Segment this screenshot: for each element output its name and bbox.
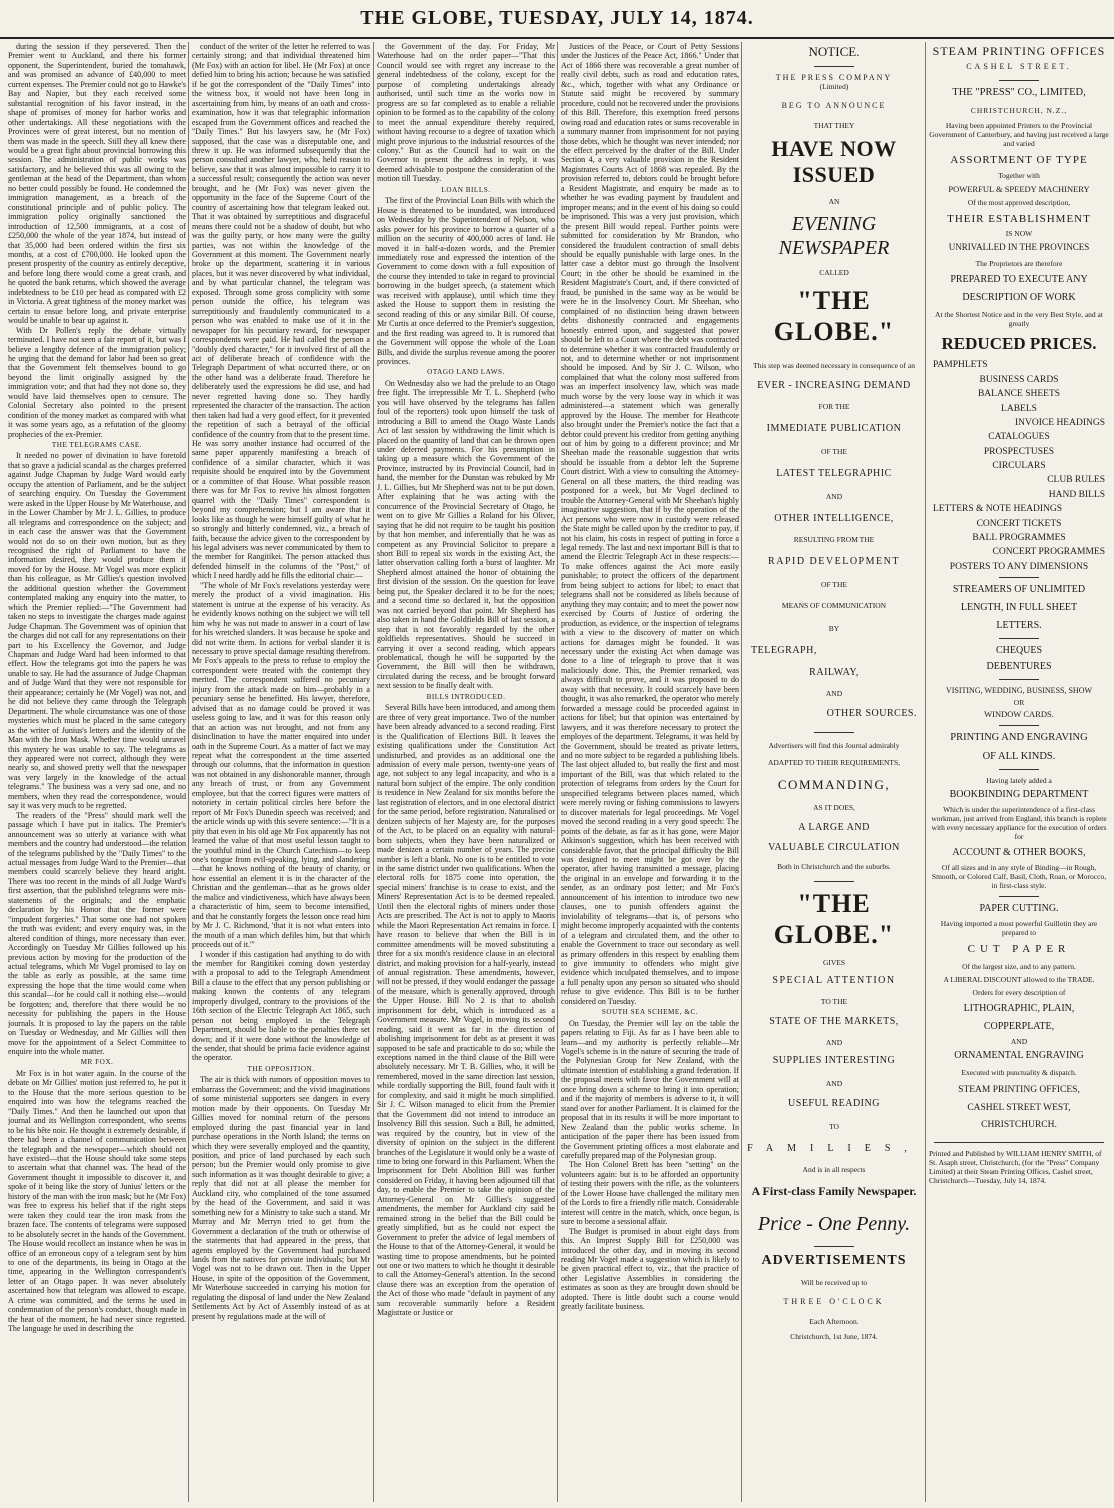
ad-appointed: Having been appointed Printers to the Provincial Government of Canterbury, and having just received a large and varied [929, 120, 1109, 148]
article-paragraph: Mr Fox is in hot water again. In the course of the debate on Mr Gillies' motion just referred to, he put it to the House that the more serious question to be enquired into was how the telegrams reached the "Daily Times." And then he launched out upon that journal and its Wellington correspondent, who seems to be his bête noir. He thought it extremely desirable, if there had been a channel of communication between the telegraph and the newspaper—which should not have existed—that the House should take some steps to ascertain what that channel was. The head of the Government thought it impossible to discover it, and spoke of it being like the story of Junius' letters or the history of the man with the iron mask; but he (Mr Fox) was free to express his belief that if the right steps were taken they could tear the iron mask from the brazen face. The contents of telegrams were supposed to be absolutely secret in the hands of the Government. The House would recollect an instance when he was in office of an erroneous copy of a telegram sent by him to one of the departments, its being in Otago at the time, appearing in the Wellington correspondent's letter of an Otago paper. It was never absolutely ascertained how that telegram was allowed to escape. A crime was committed, and the terms he used in condemnation of the person's conduct, though made in the heat of the moment, he had never since regretted. The language he used in describing the [8, 1068, 186, 1334]
ad-litho: LITHOGRAPHIC, PLAIN, [963, 1003, 1075, 1015]
divider [814, 1246, 854, 1247]
notice-latest: LATEST TELEGRAPHIC [776, 467, 892, 479]
ad-service-item: BALANCE SHEETS [977, 389, 1061, 400]
notice-other-sources: OTHER SOURCES. [826, 707, 917, 719]
divider [999, 769, 1039, 770]
ad-all-kinds: OF ALL KINDS. [982, 750, 1056, 762]
notice-telegraph: TELEGRAPH, [751, 644, 817, 656]
ad-proprietors: The Proprietors are therefore [975, 258, 1063, 268]
newspaper-title: THE GLOBE, TUESDAY, JULY 14, 1874. [360, 7, 754, 29]
ad-description: DESCRIPTION OF WORK [962, 291, 1076, 303]
notice-for-the: FOR THE [818, 401, 850, 411]
ad-service-item: POSTERS TO ANY DIMENSIONS [949, 561, 1089, 572]
ad-ornamental: ORNAMENTAL ENGRAVING [954, 1050, 1084, 1062]
divider [934, 1142, 1104, 1143]
article-paragraph: On Tuesday, the Premier will lay on the table the papers relating to Fiji. As far as I have been able to learn—and my authority is perfectly reliable—Mr Vogel's scheme is in the nature of securing the trade of the Polynesian Group for New Zealand, with the ultimate intention of establishing a grand federation. If the proposal meets with favor the Government will at once bring down a scheme to bring it into operation; and if the majority of members is adverse to it, it will stand over for another Parliament. It is claimed for the proposal that in its results it will be more important to New Zealand than the public works scheme. In anticipation of the paper there has been issued from the Government printing offices a most elaborate and carefully prepared map of the Polynesian group. [561, 1018, 739, 1161]
ad-sizes: Of all sizes and in any style of Binding—in Rough, Smooth, or Colored Calf, Basil, Cloth, Roan, or Morocco, in first-class style. [931, 863, 1107, 891]
notice-each: Each Afternoon. [809, 1316, 859, 1326]
ad-is-now: IS NOW [1005, 229, 1033, 239]
ad-service-item: CLUB RULES [1047, 475, 1105, 486]
ad-or: OR [1013, 697, 1025, 707]
divider [814, 881, 854, 882]
ad-cashel: CASHEL STREET. [966, 62, 1072, 72]
notice-advertisements: ADVERTISEMENTS [761, 1253, 907, 1269]
notice-have-issued: HAVE NOW ISSUED [771, 135, 897, 188]
article-paragraph: With Dr Pollen's reply the debate virtually terminated. I have not seen a fair report of it, but was I believe a lengthy defence of the immigration policy; he urging that the demand for labor had been so great that the Government felt themselves bound to go beyond the limit originally assigned by the immigration vote; and that had they not done so, they would have laid themselves open to censure. The Colonial Secretary also pointed to the present condition of the money market as compared with what it was some years ago, as a refutation of the gloomy prophecies of the ex-Premier. [8, 325, 186, 439]
section-heading: THE TELEGRAMS CASE. [51, 441, 143, 450]
article-paragraph: I wonder if this castigation had anything to do with the member for Rangitikei coming down yesterday with a proposal to add to the Telegraph Amendment Bill a clause to the effect that any person publishing or making known the contents of any telegram improperly divulged, contrary to the provisions of the 16th section of the Electric Telegraph Act 1865, such person not being employed in the Telegraph Department, should be liable to the penalties there set down; and if it were done without the knowledge of the sender, that should be prima facie evidence against the operator. [192, 949, 370, 1063]
ad-debentures: DEBENTURES [986, 661, 1052, 673]
notice-supplies: SUPPLIES INTERESTING [772, 1054, 896, 1066]
ad-unrivalled: UNRIVALLED IN THE PROVINCES [948, 242, 1090, 253]
notice-and: AND [825, 491, 843, 501]
ad-service-item: BALL PROGRAMMES [972, 533, 1066, 544]
divider [999, 896, 1039, 897]
ad-length: LENGTH, IN FULL SHEET [960, 602, 1078, 614]
ad-steam: STEAM PRINTING OFFICES [932, 44, 1106, 58]
section-heading: THE OPPOSITION. [247, 1064, 315, 1073]
ad-press-co: THE "PRESS" CO., LIMITED, [952, 86, 1086, 98]
ad-lately: Having lately added a [986, 776, 1052, 786]
ad-christchurch: CHRISTCHURCH, N.Z., [970, 105, 1068, 115]
article-paragraph: The air is thick with rumors of opposition moves to embarrass the Government; and the vivid imaginations of some ministerial supporters see dangers in every motion made by their opponents. On Tuesday Mr Gillies moved for nominal return of the persons employed during the past financial year in land purchase operations in the North Island; the terms on which they were severally employed and the quantity, position, and price of land purchased by each such person; but the Premier would only promise to give such information as it was thought desirable to give; a reply that did not at all please the member for Auckland city, who complained of the tone assumed by the head of the Government, and said it was something new for a Ministry to take such a stand. Mr Murray and Mr Merryn tried to get from the Government a declaration of the truth or otherwise of the statements that had appeared in the press, that agents employed by the Government had purchased lands from the natives for private individuals; but Mr Vogel was not to be drawn out. Then in the Upper House, in spite of the opposition of the Government, Mr Waterhouse succeeded in carrying his motion for regulating the disposal of land under the New Zealand Settlements Act by Act of Assembly instead of as at present by regulations made at the will of [192, 1075, 370, 1321]
notice-heading: NOTICE. [808, 44, 860, 59]
ad-cashel-2: CASHEL STREET WEST, [967, 1102, 1071, 1113]
notice-advertisers: Advertisers will find this Journal admirably [768, 740, 900, 750]
notice-beg: BEG TO ANNOUNCE [781, 101, 887, 111]
section-heading: MR FOX. [80, 1058, 114, 1067]
column-divider [557, 42, 558, 1502]
masthead-rule [0, 37, 1114, 39]
column-divider [188, 42, 189, 1502]
article-paragraph: It needed no power of divination to have foretold that so grave a judicial scandal as the charges preferred against Judge Chapman by Judge Ward would early occupy the attention of Parliament, and be the subject of searching enquiry. On Tuesday the Government were asked in the Upper House by Mr Waterhouse, and in the Lower Chamber by Mr J. L. Gillies, to produce all telegrams and correspondence on the subject; and in each case the answer was that the Government would not do so on their own motion, but as they recognised the right of Parliament to have the information desired, they would produce them if moved for by the House. Mr Vogel was more explicit than his colleague, as Mr Gillies's question involved the additional question whether the Government contemplated making any enquiry into the matter, to which the Premier replied:—"The Government had taken no steps to investigate the charges made against Judge Chapman. The Government was of opinion that the charges did not call for any representations on their part to his Excellency the Governor, and Judge Chapman and Judge Ward had been informed to that effect. How the telegrams got into the papers he was unable to say. He had the assurance of Judge Chapman and of Judge Ward that they were not responsible for their appearance; certainly he (Mr Vogel) was not, and he did not believe they came through the Telegraph Department. The whole circumstance was one of those mysteries which must be placed in the same category as the writer of Junius's letters and the identity of the Man with the Iron Mask. Whether time would unravel this mystery he was unable to say. The telegrams as they appeared were not correct, although they were nearly so, and showed pretty well that the newspaper was very largely in the knowledge of the actual telegrams." The business was a very sad one, and no members, when they read the correspondence, would say it was very much to be regretted. [8, 451, 186, 811]
notice-families: FAMILIES, [747, 1142, 921, 1154]
column-divider [373, 42, 374, 1502]
ad-streamers: STREAMERS OF UNLIMITED [952, 584, 1086, 596]
ad-and: AND [1010, 1037, 1028, 1047]
ad-letters: LETTERS. [996, 620, 1042, 632]
notice-and-in-all: And is in all respects [802, 1164, 866, 1174]
notice-means: MEANS OF COMMUNICATION [781, 600, 887, 610]
notice-useful: USEFUL READING [788, 1097, 880, 1109]
ad-printing: PRINTING AND ENGRAVING [950, 731, 1088, 743]
divider [999, 577, 1039, 578]
article-paragraph: The readers of the "Press" should mark well the passage which I have put in italics. The Premier's announcement was so utterly at variance with what members and the country had understood—the relation of the telegrams published by the "Daily Times" to the actual messages from Judge Ward to the Premier—that members could scarcely believe they heard aright. There was too recent in the minds of all Judge Ward's first assertion, that the published telegrams were mis-statements of the originals; and the emphatic declaration by his Honor that the former were "impudent forgeries." That some one had not spoken the truth was evident; and every enquiry was, in the altered condition of things, more necessary than ever. Accordingly on Tuesday Mr Gillies followed up his previous action by moving for the production of the actual telegrams, which Mr Vogel promised to lay on the table as early as possible, at the same time expressing the hope that the time would come when this scandal—for he could call it nothing else—would be forgotten; and, therefore that there would be no necessity for publishing the papers in the House journals. It is proposed to lay the papers on the table on Tuesday or Wednesday, and Mr Gillies will then move for the appointment of a Select Committee to enquire into the whole matter. [8, 810, 186, 1057]
notice-three: THREE O'CLOCK [783, 1297, 885, 1307]
notice-called: CALLED [819, 267, 849, 277]
ad-service-list [929, 360, 1109, 573]
notice-and-2: AND [825, 688, 843, 698]
notice-as-it-does: AS IT DOES, [813, 802, 855, 812]
notice-special: SPECIAL ATTENTION [772, 974, 896, 986]
article-paragraph: Justices of the Peace, or Court of Petty Sessions under the Justices of the Peace Act, 1866." Under that Act of 1866 there was recoverable a great number of really civil debts, such as road and education rates, &c., which, together with what any Ordinance or Statute said might be recovered by summary procedure, could not be recovered under the provisions of this Bill. Therefore, this exemption freed persons owing road and education rates or sums recoverable in a summary manner from imprisonment for not paying those debts, which he thought was never intended; nor the effect perceived by the drafter of the Bill. Under Section 4, a very valuable provision in the Resident Magistrates Courts Act of 1868 was repealed. By the provision referred to, debtors could be brought before a Resident Magistrate, and enquiry be made as to whether he was evading payment by fraudulent and improper means; and in the event of his doing so could be imprisoned. This was a very just provision, which the present Bill would repeal. Further points were submitted for consideration by Mr Brandon, who considered the fraudulent contraction of small debts should be equally punishable with large ones. In the latter case a debtor must go through the Insolvent Court; in the other he should be examined in the Resident Magistrate's Court, and, if there convicted of fraud, be punished in the same way as he would be were he in the Insolvency Court. Mr Sheehan, who complained of no distinction being drawn between debts dishonestly contracted and engagements honestly entered upon, and suggested that power should be left to a Court where the debt was contracted to determine whether it was contracted fraudulently or not, and to determine whether or not imprisonment should be imposed. And by Sir J. C. Wilson, who complained that what the colony most suffered from was an imperfect insolvency law, which was made much worse by the very loose way in which it was administered—a statement which was generally approved by the House. The member for Heathcote also brought under the Premier's notice the fact that a debtor could prevent his creditor from getting anything out of him by going to a different province; and Mr Sheehan made the reasonable suggestion that writs should be issuable from a debtor left the Supreme Court district. With a view to consulting the Attorney-General on all these matters, the third reading was postponed for a week, but Mr Vogel declined to trouble the Attorney-General with Mr Sheehan's highly imaginative suggestion, that if by the operation of the Act persons who were now in custody were released the State might be called upon by the creditor to pay, if not his claim, his costs in respect of putting in force a legal remedy. The last and next important Bill is that to amend the Electric Telegraph Act in these respects:—To make offences against the Act more easily punishable; to protect the officers of the department from being subject to actions for libel; to enact that telegrams shall not be considered as libels because of anything they may contain; and to meet the power now exercised by Courts of Justice of ordering the production, as evidence, or the inspection of telegrams with a view to the discovery of matter on which actions for damages might be founded. It was necessary under the existing Act when damage was done to a line of telegraph to prove that it was maliciously done. This, the Premier remarked, was always difficult to prove, and it was proposed to do away with that necessity. It could scarcely have been thought, it was also remarked, the operator who merely forwarded a message could be proceeded against in actions for libel; but that opinion was entertained by lawyers, and it was therefore necessary to protect the employes of the department. Telegrams, it was held by the Government, should be treated as private letters, and no more subject to be regarded a publishing libels. The last object alluded to, but really the first and most important of the Bill, was that which related to the protection of telegrams from orders by the Court for unspecified telegrams between places named, which were merely roving or fishing commissions to lawyers to discover materials for legal proceedings. Mr Vogel moved the second reading in a very good speech: The points of the debate, as far as it has gone, were Major Atkinson's suggestion, which has been received with considerable favor, that the principal difficulty the Bill was designed to meet might be got over by the operator, after having transmitted a message, placing the original in an envelope and forwarding it to the sender, as an ordinary post letter; and Mr Fox's announcement of his intention to introduce two new clauses, one to punish offenders against the inviolability of telegrams—that is, of persons who might become improperly acquainted with the contents of a telegram and circulated them, and the other to enable the Government to trace out secondary as well as primary offenders in this respect by enabling them to give immunity to offenders who might give evidence which inculpated themselves, and to impose a full penalty upon any person so situated who should refuse to give evidence. This Bill is to be further considered on Tuesday. [561, 42, 739, 1006]
ad-assortment: ASSORTMENT OF TYPE [950, 153, 1088, 166]
ad-paper-cutting: PAPER CUTTING. [979, 903, 1059, 915]
notice-and-4: AND [825, 1078, 843, 1088]
notice-by: BY [828, 623, 840, 633]
divider [999, 638, 1039, 639]
ad-executed: Executed with punctuality & dispatch. [961, 1068, 1077, 1078]
article-paragraph: the Government of the day. For Friday, Mr Waterhouse had on the order paper—"That this Council would see with regret any increase to the general indebtedness of the colony, except for the purpose of completing undertakings already authorised, until such time as the works now in progress are so far completed as to enable a reliable opinion to be formed as to the capability of the colony to meet the annual expenditure thereby required, without having recourse to a degree of taxation which might prove injurious to the industrial resources of the colony." But as the Council had to wait on the Governor to present the address in reply, it was deemed advisable to postpone the consideration of the motion till Tuesday. [377, 42, 555, 184]
ad-service-item: PAMPHLETS [933, 360, 988, 371]
notice-large: A LARGE AND [798, 821, 870, 833]
printing-office-advertisement [929, 42, 1109, 1502]
ad-service-item: CONCERT PROGRAMMES [992, 547, 1105, 558]
ad-superintendence: Which is under the superintendence of a first-class workman, just arrived from England, this branch is replete with every necessary appliance for the execution of orders for [931, 805, 1107, 842]
ad-reduced: REDUCED PRICES. [941, 333, 1097, 353]
ad-service-item: LABELS [1001, 403, 1037, 414]
divider [999, 80, 1039, 81]
ad-shortest: At the Shortest Notice and in the very Best Style, and at greatly [935, 309, 1103, 328]
notice-that-they: THAT THEY [813, 120, 855, 130]
divider [999, 725, 1039, 726]
column-divider [741, 42, 742, 1502]
masthead [0, 0, 1114, 36]
ad-together: Together with [998, 170, 1040, 180]
notice-railway: RAILWAY, [809, 666, 859, 678]
article-paragraph: Several Bills have been introduced, and among them are three of very great importance. Two of the number have been already advanced to a second reading. First is the Qualification of Elections Bill. It leaves the existing qualifications under the Constitution Act undisturbed, and provides as an additional one the admission of every male person, twenty-one years of age, not subject to any legal incapacity, and who is a natural born subject of the empire. The only condition is residence in New Zealand for six months before the last registration of electors, and in one electoral district for the same period, before registration. Naturalised or denizen subjects of her Majesty are, for the purposes of the Act, to be placed on an equality with natural-born subjects, when they have been naturalized or made denizen a certain number of years. The precise number is left a blank. No one is to be entitled to vote in the same district under two qualifications. When the electoral rolls for 1875 come into operation, the special miners' franchise is to cease to exist, and the Miners' Representation Act is to be deemed repealed. Until then the electoral rights of miners under those Acts are prescribed. The Act is not to apply to Maoris while the Maori Representation Act remains in force. I have reason to believe that when the Bill is in committee amendments will be moved substituting a three for a six month's residence clause in an electoral district, and making provision for a half-yearly, instead of annual registration. These amendments, however, will not be pressed, if they would endanger the passage of the measure, which is generally approved, through the Upper House. Bill No 2 is that to abolish imprisonment for debt, which is introduced as a Government measure. Mr Vogel, in moving its second reading, said it went as far in the direction of abolishing imprisonment for debt as at present it was supposed to be safe and practicable to do so; while the exceptions named in the third clause of the Bill were absolutely necessary. Mr T. B. Gillies, who, it will be remembered, moved in the same direction last session, while cordially supporting the Bill, found fault with it for complexity, and said it might be much simplified. Sir J. C. Wilson managed to elicit from the Premier that the Government did not intend to introduce an Insolvency Bill this session. Such a Bill, he admitted, was required by the country, but in view of the diversity of opinion on the subject in the different branches of the Legislature it would only be a waste of time to bring one forward in this Parliament. When the Imprisonment for Debt Abolition Bill was further considered on Friday, it having been adjourned till that day, to enable the Premier to take the opinion of the Attorney-General on Mr Gillies's suggested amendments, the member for Auckland city said he remained strong in the belief that the Bill could be greatly simplified, but as he could not expect the Government to prefer the advice of legal members of the House to that of the Attorney-General, it would be wasting time to propose amendments, but he pointed out one or two matters to which he thought it desirable to call the Attorney-General's attention. In the second clause there was an exception from the operation of the Act of those who made "default in payment of any sum recoverable summarily before a Resident Magistrate or Justice or [377, 703, 555, 1318]
ad-powerful: POWERFUL & SPEEDY MACHINERY [948, 183, 1090, 194]
ad-copperplate: COPPERPLATE, [983, 1021, 1055, 1033]
notice-state: STATE OF THE MARKETS, [769, 1015, 899, 1027]
ad-window: WINDOW CARDS. [984, 708, 1054, 719]
ad-service-item: CIRCULARS [992, 461, 1046, 472]
ad-service-item: PROSPECTUSES [983, 446, 1055, 457]
notice-commanding: COMMANDING, [777, 776, 891, 792]
ad-service-item: HAND BILLS [1048, 489, 1105, 500]
ad-service-item: LETTERS & NOTE HEADINGS [933, 504, 1063, 515]
ad-service-item: CONCERT TICKETS [976, 518, 1062, 529]
ad-prepared: PREPARED TO EXECUTE ANY [950, 273, 1088, 285]
ad-christchurch-2: CHRISTCHURCH. [981, 1120, 1057, 1131]
globe-notice [745, 42, 923, 1502]
notice-an: AN [828, 196, 840, 206]
divider [999, 679, 1039, 680]
section-heading: OTAGO LAND LAWS. [427, 368, 505, 377]
section-heading: BILLS INTRODUCED. [426, 692, 506, 701]
article-paragraph: during the session if they persevered. Then the Premier went to Auckland, and there his former opponent, the Superintendent, buried the tomahawk, and was promised an advance of £40,000 to meet current expenses. The Premier could not go to Hawke's Bay and Napier, but they each received some substantial recognition of his favor instead, in the shape of promises of money for harbor works and other undertakings. All these negotiations with the Provinces were of great interest, but no mention of them was made in the speech. Still they all knew there would be a great fight about provincial borrowing this session. The administration of public works was satisfactory, and he believed this was all owing to the gentleman at the head of the Department, than whom no better could possibly be found. He condemned the immigration management, as a breach of the constitutional principle and of public policy. The immigration policy originally sanctioned the introduction of 12,500 immigrants, at a cost of £250,000 the whole of the year 1874, but instead of that 35,000 had been ordered within the first six months, at a cost of £700,000. He looked upon the present prosperity of the country as entirely deceptive, and before long there would come a great crash, and he quoted the bank returns, which showed the average indebtedness to be £10 per head as compared with £2 in Victoria. A great tightness of the money market was certain to ensue before long, and private enterprise would be unable to bear up against it. [8, 42, 186, 326]
ad-imported: Having imported a most powerful Guillotin they are prepared to [940, 919, 1098, 938]
notice-received: Will be received up to [800, 1278, 868, 1288]
ad-orders: Orders for every description of [972, 988, 1066, 998]
notice-of-the-2: OF THE [821, 579, 847, 589]
article-column-1 [8, 42, 186, 1502]
article-column-2 [192, 42, 370, 1502]
notice-other: OTHER INTELLIGENCE, [774, 512, 894, 524]
article-paragraph: The Budget is promised in about eight days from this. An Imprest Supply Bill for £250,000 was introduced the other day, and in moving its second reading Mr Vogel made a suggestion which is likely to be given practical effect to, viz., that the practice of other Legislative Assemblies in considering the estimates as soon as they are brought down should be adopted. There is little doubt such a course would greatly facilitate business. [561, 1226, 739, 1312]
notice-valuable: VALUABLE CIRCULATION [768, 841, 900, 853]
ad-account: ACCOUNT & OTHER BOOKS, [952, 847, 1086, 859]
notice-step: This step was deemed necessary in consequence of an [752, 360, 916, 370]
ad-service-item: BUSINESS CARDS [979, 374, 1059, 385]
article-column-3 [377, 42, 555, 1502]
notice-company: THE PRESS COMPANY [775, 72, 893, 82]
article-paragraph: The first of the Provincial Loan Bills with which the House is threatened to be inundated, was introduced on Wednesday by the Superintendent of Nelson, who asks power for his province to borrow a quarter of a million on the security of 400,000 acres of land. He moved it in half-a-dozen words, and the Premier immediately rose and expressed the intention of the Government to come down with a full exposition of the course they intended to take in regard to provincial borrowing in the budget speech, (a statement which was received with applause), until which time they asked the House to support them in resisting the second reading of this or any similar Bill. Of course, Mr Curtis at once deferred to the Premier's suggestion, and the first reading was agreed to. It is rumored that the Government will oppose the whole of the Loan Bills, and divide the surplus revenue among the poorer provinces. [377, 196, 555, 366]
notice-both: Both in Christchurch and the suburbs. [777, 861, 891, 871]
ad-establishment: THEIR ESTABLISHMENT [947, 212, 1091, 225]
article-paragraph: conduct of the writer of the letter he referred to was certainly strong; and that individual threatened him (Mr Fox) with an action for libel. He (Mr Fox) at once defied him to bring his action; because he was satisfied if he got the correspondent of the "Daily Times" into the witness box, it would not have been long in ascertaining from him, by means of an oath and cross-examination, how it was that telegraphic information escaped from the Government offices and reached the "Daily Times." But his lawyers saw, he (Mr Fox) supposed, that the case was a disreputable one, and threw it up. He was informed subsequently that the person consulted another lawyer, who, held reason to believe, saw that it was almost impossible to carry it to a successful result; consequently the action was never brought, and he (Mr Fox) was never given the opportunity in the face of the Supreme Court of the country of ascertaining how that telegram leaked out. That it was obtained by surreptitious and disgraceful means there could not be a shadow of doubt, but who was the guilty party, or how many were the guilty parties, was not within the knowledge of the Government at this moment. The Government nearly broke up the department, scattering it in various places, but it was never discovered by what individual, and by what particular channel, the telegram was exposed. Through some gross complicity with some person outside the office, his telegram was surreptitiously and fraudulently communicated to a person who was enabled to make use of it in the newspaper for his pecuniary reward, for newspaper correspondents were paid. He had called the person a "doubly dyed character," for it involved first of all the act of deliberate breach of confidence with the Telegraph Department of what occurred there, or on the other hand was a deliberate fraud. Therefore he deliberately used the expressions he did use, and had never regretted having done so. They hardly represented the character of the transaction. The action then taken had had a very good effect, for it prevented the repetition of such a betrayal of the official confidence of the country from that to the present time. He was sorry another instance had occurred of the same paper apparently manifesting a breach of confidence of a similar character, which it was requisite should be enquired into by the Government or a committee of that House. What possible reason there was for Mr Fox to revive his almost forgotten quarrel with the "Daily Times" correspondent is beyond my comprehension; but I am aware that it looks like as though he were himself guilty of what he so strongly and bitterly condemned, viz., a breach of faith, because the advice given to the correspondent by his legal advisers was never communicated by them to the member for Rangitikei. The person attacked thus defended himself in the columns of the "Post," of which I need hardly add he fills the editorial chair:— [192, 42, 370, 581]
notice-resulting: RESULTING FROM THE [793, 534, 875, 544]
article-paragraph: The Hon Colonel Brett has been "setting" on the volunteers again: but is to be afforded an opportunity of testing their powers with the rifle, as the volunteers of the Lower House have challenged the military men of the Lords to fire a friendly rifle match. Considerable interest will centre in the match, which, once begun, is sure to become a sessional affair. [561, 1160, 739, 1227]
notice-price: Price - One Penny. [757, 1213, 911, 1236]
article-column-4 [561, 42, 739, 1502]
ad-bookbinding: BOOKBINDING DEPARTMENT [949, 789, 1089, 801]
divider [814, 66, 854, 67]
ad-approved: Of the most approved description, [967, 197, 1071, 207]
article-paragraph: "The whole of Mr Fox's revelations yesterday were merely the product of a vivid imagination. His statement is untrue at the expense of his veracity. As he evidently knows nothing on the subject we will tell him why he was not made to answer in a court of law for his wretched slanders. It was because he spoke and did not write them. In actions for verbal slander it is necessary to prove special damage resulting therefrom. Mr Fox's appeals to the press to refuse to employ the correspondent were treated with the contempt they merited. The correspondent suffered no pecuniary injury from the attack made on him—probably in a pecuniary sense he benefitted. His lawyer, therefore, advised that as no damage could be proved it was useless going to law, and it was for this reason only that an action was not brought, and not from any disinclination to have the matter enquired into under oath in the Supreme Court. As a matter of fact we may repeat what the correspondent at the time asserted through our columns, that the information in question was not obtained in any dishonorable manner, through any breach of trust, or from any Government employee, but that the correct figures were matters of notoriety in certain political circles here before the report of Mr Fox's Dunedin speech was received; and the article winds up with this severe sentence:—"It is a pity that even in his old age Mr Fox apparently has not learned the value of that most useful lesson taught to the youthful mind in the Church Catechism—to keep one's tongue from evil-speaking, lying, and slandering—that he knows nothing of the beauty of charity, or how essential an element it is in the character of the Christian and the gentleman—that as he grows older the malice and vindictiveness, which have always been a characteristic of him, seem to become intensified, and that he constantly forgets the lesson once read him by Mr J. C. Richmond, 'that it is not what enters into the mouth of a man which defiles him, but that which proceeds out of it.'" [192, 580, 370, 950]
ad-visiting: VISITING, WEDDING, BUSINESS, SHOW [945, 686, 1093, 696]
notice-to: TO [829, 1121, 839, 1131]
notice-to-the: TO THE [820, 996, 848, 1006]
notice-gives: GIVES [822, 957, 846, 967]
column-divider [925, 42, 926, 1502]
ad-steam-2: STEAM PRINTING OFFICES, [958, 1085, 1080, 1096]
section-heading: LOAN BILLS. [441, 185, 491, 194]
notice-limited: (Limited) [819, 82, 849, 92]
ad-cut: CUT PAPER [967, 943, 1071, 956]
ad-imprint: Printed and Published by WILLIAM HENRY SMITH, of St. Asaph street, Christchurch, (for the "Press" Company Limited) at their Steam Printing Offices, Cashel street, Christchurch—Tuesday, July 14, 1874. [929, 1148, 1102, 1185]
ad-cheques: CHEQUES [995, 645, 1043, 657]
article-paragraph: On Wednesday also we had the prelude to an Otago free fight. The irrepressible Mr T. L. Shepherd (who you will have observed by the telegrams has fallen foul of the reporters) took upon himself the task of introducing a Bill to amend the Otago Waste Lands Act of last session by withdrawing the limit which is placed on the quantity of land that can be thrown open under deferred payments. For his presumption in taking up a measure which the Government of the Province, instructed by its Provincial Council, had in hand, the member for the Dunstan was rebuked by Mr J. L. Gillies, but Mr Shepherd was not to be put down. After explaining that he was acting with the concurrence of the Provincial Secretary of Otago, he went on to give Mr Gillies a Roland for his Oliver, saying that he did not require to be taught his position by that hon member, and inferentially that he was as competent as any Provincial Solicitor to prepare a short Bill to repeal six words in the existing Act, the latter observation calling forth a burst of laughter. Mr Shepherd almost attained the honor of obtaining the first division of the session. On the question for leave being put, the Speaker declared it to be for the noes; and a second time so declared it, but the opposition was not carried beyond that point. Mr Shepherd has also taken in hand the Goldfields Bill of last session, a step that is not favorably regarded by the other goldfields representatives. Should he succeed in carrying it over a second reading, which appears problematical, though he will be supported by the Government, the Bill will then be withdrawn, circulated during the recess, and be brought forward next session to be finally dealt with. [377, 378, 555, 691]
notice-of-the: OF THE [821, 446, 847, 456]
notice-adapted: ADAPTED TO THEIR REQUIREMENTS, [767, 757, 901, 767]
notice-globe-title-2: "THE GLOBE." [773, 888, 895, 949]
notice-first-class: A First-class Family Newspaper. [751, 1183, 917, 1198]
section-heading: SOUTH SEA SCHEME, &C. [601, 1008, 699, 1017]
notice-immediate: IMMEDIATE PUBLICATION [766, 422, 902, 434]
notice-rapid: RAPID DEVELOPMENT [768, 555, 900, 567]
ad-largest: Of the largest size, and to any pattern. [962, 962, 1076, 972]
ad-service-item: CATALOGUES [988, 432, 1050, 443]
notice-evening: EVENING NEWSPAPER [778, 212, 890, 259]
divider [814, 732, 854, 733]
notice-ever: EVER - INCREASING DEMAND [757, 379, 911, 391]
notice-and-3: AND [825, 1037, 843, 1047]
notice-date: Christchurch, 1st June, 1874. [790, 1331, 878, 1341]
ad-service-item: INVOICE HEADINGS [1015, 417, 1105, 428]
ad-discount: A LIBERAL DISCOUNT allowed to the TRADE. [943, 975, 1095, 985]
notice-globe-title: "THE GLOBE." [773, 285, 895, 346]
